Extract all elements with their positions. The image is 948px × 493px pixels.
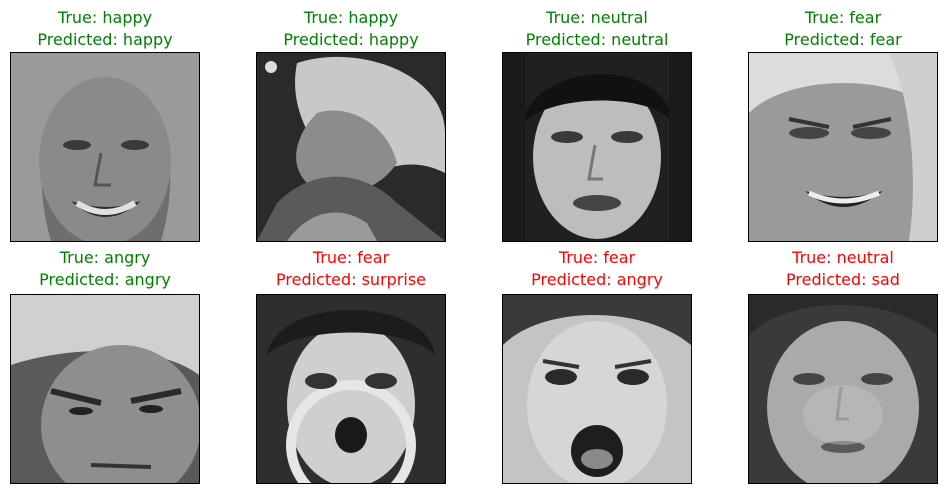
face-image-screaming-woman [503,295,691,483]
predicted-label: Predicted: happy [283,30,419,49]
sample-5-caption [0,247,230,291]
predicted-label: Predicted: fear [784,30,902,49]
face-image-happy-woman [11,53,199,241]
face-image-neutral-woman [503,53,691,241]
true-label: True: neutral [546,8,648,27]
sample-1-caption [0,7,230,51]
face-image [748,294,938,484]
face-image-surprised-woman [257,295,445,483]
true-label: True: neutral [792,248,894,267]
sample-7-caption [472,247,722,291]
sample-3-caption [472,7,722,51]
predicted-label: Predicted: neutral [525,30,669,49]
face-image [10,52,200,242]
true-label: True: fear [804,8,882,27]
face-image [256,52,446,242]
true-label: True: fear [312,248,390,267]
face-image [748,52,938,242]
face-image [502,52,692,242]
face-image [502,294,692,484]
face-image [256,294,446,484]
sample-4-caption [718,7,948,51]
sample-2-caption [226,7,476,51]
face-image [10,294,200,484]
predicted-label: Predicted: surprise [276,270,426,289]
predicted-label: Predicted: angry [39,270,171,289]
face-image-fearful-woman [749,53,937,241]
sample-6-caption [226,247,476,291]
true-label: True: fear [558,248,636,267]
face-image-neutral-girl [749,295,937,483]
sample-8-caption [718,247,948,291]
face-image-profile-child [257,53,445,241]
true-label: True: angry [59,248,151,267]
true-label: True: happy [57,8,153,27]
predicted-label: Predicted: happy [37,30,173,49]
predicted-label: Predicted: sad [786,270,900,289]
predicted-label: Predicted: angry [531,270,663,289]
face-image-angry-child [11,295,199,483]
true-label: True: happy [303,8,399,27]
